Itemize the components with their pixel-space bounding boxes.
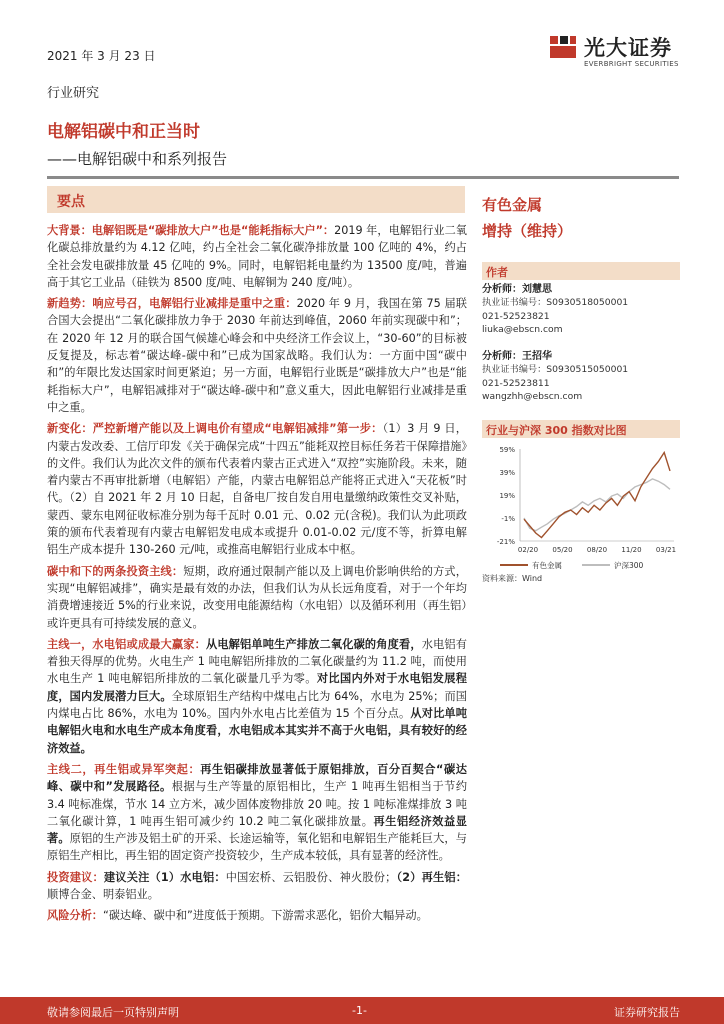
keypoint-lead: 风险分析： <box>47 909 103 923</box>
company-logo <box>548 30 698 76</box>
x-tick-label: 08/20 <box>586 546 608 554</box>
keypoint-text: 原铝的生产涉及铝土矿的开采、长途运输等，氧化铝和电解铝生产能耗巨大，与原铝生产相比，再生铝的固定资产投资较少，生产成本较低，具有显著的经济性。 <box>47 832 467 863</box>
analyst-cert: 执业证书编号：S0930518050001 <box>482 297 629 309</box>
keypoint-emphasis: 对比国内外对于水电铝发展程度，国内发展潜力巨大。 <box>47 672 467 703</box>
keypoints-header <box>47 186 465 213</box>
logo-mark-icon <box>548 32 578 62</box>
keypoint-paragraph <box>47 907 467 924</box>
keypoint-lead: 新趋势：响应号召，电解铝行业减排是重中之重： <box>47 297 297 311</box>
analyst-name: 分析师：刘慧思 <box>482 284 552 295</box>
series-line <box>524 479 670 531</box>
keypoint-emphasis: 从电解铝单吨生产排放二氧化碳的角度看， <box>205 637 422 651</box>
analyst-card <box>482 283 682 336</box>
keypoint-text: 短期，政府通过限制产能以及上调电价影响供给的方式，实现“电解铝减排”，确实是最有效的办法，但我们认为从长远角度看，对于一个年均消费增速接近 5%的行业来说，改变用电能源结构（水电铝）以及循环利用（再生铝）或许更具有可持续发展的意义。 <box>47 564 467 630</box>
keypoint-text: 全球原铝生产结构中煤电占比为 64%，水电为 25%；而国内煤电占比 86%，水电为 10%。国内外水电占比差值为 15 个百分点。 <box>47 689 467 721</box>
footer-disclaimer[interactable]: 敬请参阅最后一页特别声明 <box>47 1006 179 1019</box>
x-tick-label: 03/21 <box>655 546 677 554</box>
keypoints-label: 要点 <box>57 194 85 210</box>
rating: 增持（维持） <box>482 222 573 240</box>
analyst-phone: 021-52523821 <box>482 310 550 322</box>
x-tick-label: 05/20 <box>552 546 573 554</box>
keypoints-body <box>47 222 467 929</box>
analyst-email[interactable]: liuka@ebscn.com <box>482 323 563 335</box>
keypoint-emphasis: 再生铝经济效益显著。 <box>47 814 467 846</box>
analyst-email[interactable]: wangzhh@ebscn.com <box>482 390 583 402</box>
y-tick-label: 19% <box>499 492 515 500</box>
report-title: 电解铝碳中和正当时 <box>47 122 200 142</box>
analyst-card <box>482 350 682 403</box>
x-tick-label: 02/20 <box>517 546 539 554</box>
keypoint-text: 根据与生产等量的原铝相比，生产 1 吨再生铝相当于节约 3.4 吨标准煤，节水 14 立方米，减少固体废物排放 20 吨。按 1 吨标准煤排放 3 吨二氧化碳计算，1 吨再生铝可减少约 10.2 吨二氧化碳排放量。 <box>47 780 468 828</box>
x-tick-label: 11/20 <box>621 546 642 554</box>
keypoint-paragraph <box>47 420 467 558</box>
keypoint-paragraph <box>47 563 467 632</box>
header-divider <box>47 176 679 179</box>
chart-label: 行业与沪深 300 指数对比图 <box>486 424 627 437</box>
keypoint-text: 中国宏桥、云铝股份、神火股份； <box>225 870 397 884</box>
comparison-chart <box>482 441 682 586</box>
logo-text-en: EVERBRIGHT SECURITIES <box>584 60 679 68</box>
keypoint-emphasis: 建议关注（1）水电铝： <box>103 870 226 884</box>
report-subtitle: ——电解铝碳中和系列报告 <box>47 150 228 168</box>
y-tick-label: -1% <box>501 515 515 523</box>
chart-header <box>482 420 680 438</box>
report-category: 行业研究 <box>47 86 100 101</box>
analyst-name: 分析师：王招华 <box>482 351 552 362</box>
logo-text-cn: 光大证券 <box>584 36 672 60</box>
keypoint-lead: 投资建议： <box>47 870 104 884</box>
authors-label: 作者 <box>486 266 508 279</box>
keypoint-emphasis: （2）再生铝： <box>396 870 467 884</box>
legend-label: 有色金属 <box>532 561 562 570</box>
footer-report-type: 证券研究报告 <box>614 1006 680 1019</box>
keypoint-lead: 新变化：严控新增产能以及上调电价有望成“电解铝减排”第一步： <box>47 422 383 436</box>
keypoint-emphasis: 从对比单吨电解铝火电和水电生产成本角度看，水电铝成本其实并不高于火电铝，具有较好的经济效益。 <box>47 707 467 755</box>
y-tick-label: 39% <box>499 469 515 477</box>
keypoint-text: “碳达峰、碳中和”进度低于预期。下游需求恶化，铝价大幅异动。 <box>102 909 428 923</box>
keypoint-text: 2019 年，电解铝行业二氧化碳总排放量约为 4.12 亿吨，约占全社会二氧化碳净排放量 100 亿吨的 4%，约占全社会发电碳排放量 45 亿吨的 9%。同时，电解铝耗电量约为 13500 度/吨，普遍高于其它工业品（硅铁为 8500 度/吨、电解铜为 240 度/吨）。 <box>47 224 467 289</box>
keypoint-text: 顺博合金、明泰铝业。 <box>47 887 159 901</box>
y-tick-label: -21% <box>496 538 515 546</box>
keypoint-paragraph <box>47 761 467 865</box>
keypoint-paragraph <box>47 869 467 904</box>
chart-source: 资料来源：Wind <box>482 574 543 583</box>
keypoint-paragraph <box>47 636 467 757</box>
legend-label: 沪深300 <box>614 561 644 570</box>
keypoint-text: 水电铝有着独天得厚的优势。火电生产 1 吨电解铝所排放的二氧化碳量约为 11.2 吨，而使用水电生产 1 吨电解铝所排放的二氧化碳量几乎为零。 <box>47 637 467 686</box>
keypoint-emphasis: 再生铝碳排放显著低于原铝排放，百分百契合“碳达峰、碳中和”发展路径。 <box>47 762 467 794</box>
keypoint-paragraph <box>47 222 467 291</box>
sector-name: 有色金属 <box>482 196 543 214</box>
keypoint-paragraph <box>47 295 467 416</box>
keypoint-lead: 主线一，水电铝或成最大赢家： <box>47 637 206 651</box>
analyst-cert: 执业证书编号：S0930515050001 <box>482 364 629 376</box>
y-tick-label: 59% <box>499 446 515 454</box>
keypoint-lead: 碳中和下的两条投资主线： <box>47 564 184 578</box>
keypoint-lead: 主线二，再生铝或异军突起： <box>47 762 201 776</box>
analyst-phone: 021-52523811 <box>482 377 550 389</box>
report-date: 2021 年 3 月 23 日 <box>47 49 156 63</box>
keypoint-text: （1）3 月 9 日，内蒙古发改委、工信厅印发《关于确保完成“十四五”能耗双控目标任务若干保障措施》的文件。我们认为此次文件的颁布代表着内蒙古正式进入“双控”实施阶段。未来，随着内蒙古不再审批新增（电解铝）产能，内蒙古电解铝总产能将正式进入“天花板”时代。（2）自 2021 年 2 月 10 日起，自备电厂按自发自用电量缴纳政策性交叉补贴，蒙西、蒙东电网征收标准分别为每千瓦时 0.01 元、0.02 元(含税)。我们认为此项政策的颁布代表着现有内蒙古电解铝发电成本或提升 0.01-0.02 元/度不等，折算电解铝生产成本提升 130-260 元/吨，或推高电解铝行业成本中枢。 <box>47 422 467 557</box>
page-number: -1- <box>352 1004 367 1017</box>
keypoint-lead: 大背景：电解铝既是“碳排放大户”也是“能耗指标大户”： <box>47 224 335 237</box>
keypoint-text: 2020 年 9 月，我国在第 75 届联合国大会提出“二氧化碳排放力争于 2030 年前达到峰值，2060 年前实现碳中和”；在 2020 年 12 月的联合国气候雄心峰会和中央经济工作会议上，“30-60”的目标被反复提及，标志着“碳达峰-碳中和”已成为国家战略。我们认为：一方面中国“碳中和”的年限比发达国家时间更紧迫；另一方面，电解铝行业既是“碳排放大户”也是“能耗指标大户”，电解铝减排对于“碳达峰-碳中和”意义重大，因此电解铝行业减排是重中之重。 <box>47 297 467 414</box>
authors-header <box>482 262 680 280</box>
